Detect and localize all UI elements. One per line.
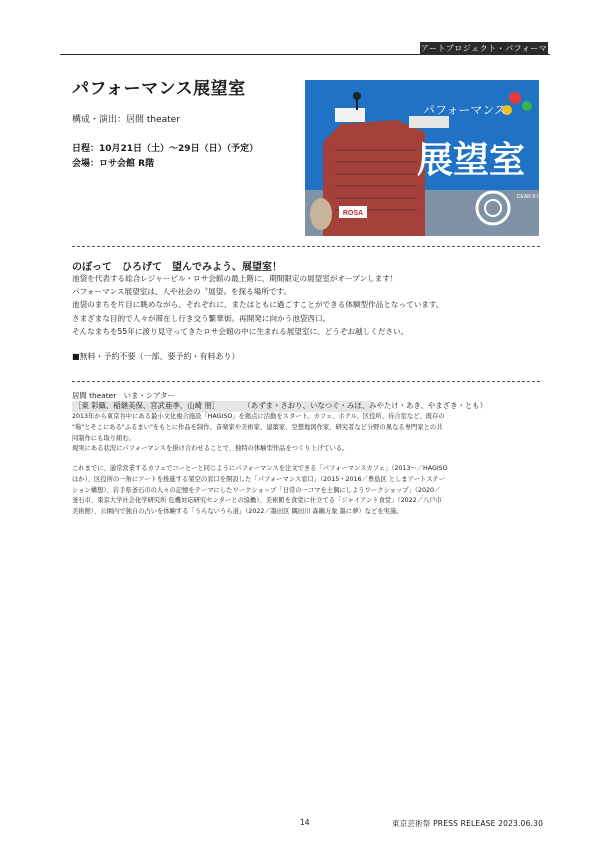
company-name: 居間 theater いま・シアター — [72, 391, 175, 400]
balloon-icon — [509, 92, 521, 104]
intro-line: パフォーマンス展望室は、人や社会の〝展望〟を探る場所です。 — [72, 287, 291, 297]
bio-line: 2013年から東京谷中にある最小文化複合施設「HAGISO」を拠点に活動をスタート。カフェ、ホテル、区役所、待合室など、既存の — [72, 413, 445, 420]
bio-line: これまでに、通常営業するカフェでコーヒーと同じようにパフォーマンスを注文できる「パフォーマンスカフェ」（2013〜／HAGISO — [72, 465, 448, 472]
category-tag: アートプロジェクト・パフォーマンス — [420, 44, 548, 66]
balloon-caption: DEAR B.O. — [517, 194, 543, 200]
bio-line: 同制作にも取り組む。 — [72, 434, 135, 442]
balloon-icon — [522, 101, 532, 111]
lead-heading: のぼって ひろげて 望んでみよう、展望室！ — [72, 262, 282, 273]
bio-line: 釜石市、東京大学社会化学研究所 危機対応研究センターとの協働）、美術館を食堂に仕立てる「ジャイアント食堂」（2022／八戸市 — [72, 497, 442, 505]
page-number: 14 — [300, 818, 310, 827]
section-divider — [72, 246, 540, 247]
section-divider — [72, 381, 540, 382]
intro-line: そんなまちを55年に渡り見守ってきたロサ会館の中に生まれる展望室に、どうぞお越しください。 — [72, 326, 409, 336]
press-release-footer: 東京芸術祭 PRESS RELEASE 2023.06.30 — [392, 819, 544, 828]
bio-line: "場"とそこにある"ふるまい"をもとに作品を制作。音楽家や美術家、建築家、空想地図作家、研究者など分野の異なる専門家との共 — [72, 423, 443, 431]
rooftop-structure — [335, 108, 365, 122]
bio-line: 現実にある状況にパフォーマンスを掛け合わせることで、独特の体験型作品をつくり上げている。 — [72, 445, 349, 453]
hero-title-large: 展望室 — [417, 140, 526, 181]
member-names: ［東 彩織、稲継美保、宮武亜季、山崎 朋］ — [74, 401, 220, 410]
performer-figure-icon — [353, 92, 361, 100]
hero-illustration-svg — [305, 80, 543, 236]
rosa-sign-text: ROSA — [342, 210, 364, 217]
intro-line: 池袋のまちを片目に眺めながら、それぞれに、またはともに過ごすことができる体験型作品となっています。 — [72, 300, 444, 310]
bio-paragraph-2 — [72, 464, 542, 518]
member-list — [74, 400, 487, 411]
schedule-line: 日程：10月21日（土）～29日（日）（予定） — [72, 144, 259, 154]
credit-line: 構成・演出：居間 theater — [72, 115, 180, 125]
bio-line: ほか）、区役所の一角にアートを推進する架空の窓口を開設した「パフォーマンス窓口」（2015・2016／豊島区 としまアートステー — [72, 475, 446, 483]
building-facade — [323, 120, 425, 236]
intro-line: 池袋を代表する総合レジャービル・ロサ会館の最上階に、期間限定の展望室がオープンします！ — [72, 274, 398, 283]
hero-illustration — [305, 80, 543, 236]
owl-statue-icon — [310, 198, 332, 230]
rooftop-sign-board — [409, 116, 449, 128]
bio-paragraph-1 — [72, 412, 542, 455]
venue-line: 会場：ロサ会館 R階 — [72, 159, 155, 169]
admission-note: ■無料・予約不要（一部、要予約・有料あり） — [72, 352, 240, 361]
intro-line: さまざまな目的で人々が滞在し行き交う繁華街。再開発に向かう池袋西口。 — [72, 313, 331, 323]
member-names-kana: （あずま・さおり、いなつぐ・みほ、みやたけ・あき、やまざき・とも） — [247, 401, 488, 410]
intro-paragraph — [72, 272, 542, 338]
hero-title-small: パフォーマンス — [423, 103, 507, 117]
page-title: パフォーマンス展望室 — [72, 79, 246, 99]
bio-line: 美術館）、公園内で独自の占いを体験する「うらないうら道」（2022／墨田区 隅田川 森鷗万象 墨に夢）などを実施。 — [72, 508, 403, 516]
bio-line: ション構想）、岩手県釜石市の人々の記憶をテーマにしたワークショップ「日常の一コマを土偶にしようワークショップ」（2020／ — [72, 486, 441, 494]
header-rule — [60, 54, 550, 55]
